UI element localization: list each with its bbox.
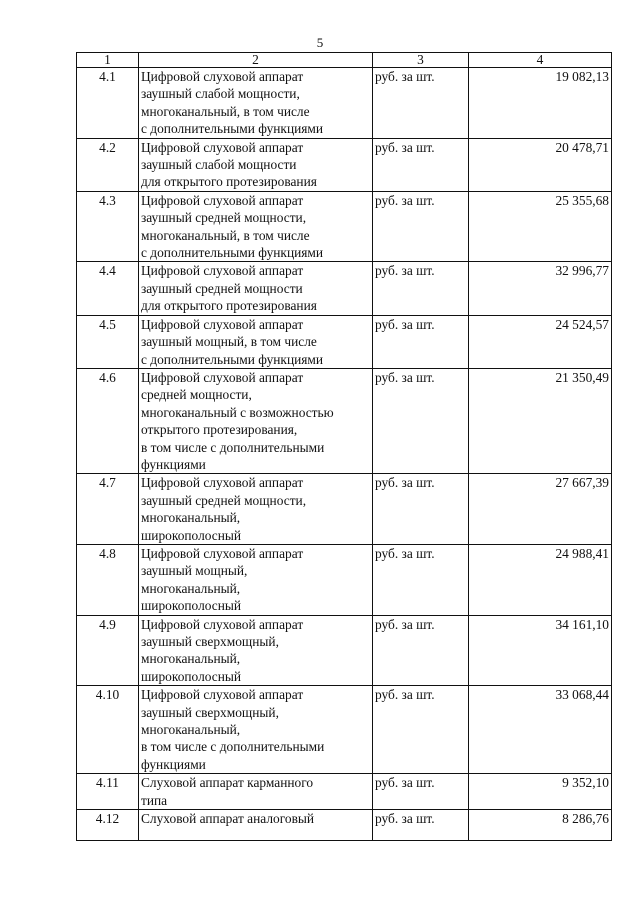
row-unit: руб. за шт. <box>373 315 469 368</box>
row-unit: руб. за шт. <box>373 191 469 262</box>
row-price: 34 161,10 <box>469 615 612 686</box>
row-name: Цифровой слуховой аппарат заушный сверхмощный, многоканальный, широкополосный <box>139 615 373 686</box>
row-price: 32 996,77 <box>469 262 612 315</box>
row-name: Слуховой аппарат аналоговый <box>139 810 373 841</box>
header-cell-3: 3 <box>373 53 469 68</box>
table-row <box>77 68 612 139</box>
table-row <box>77 615 612 686</box>
row-price: 24 988,41 <box>469 544 612 615</box>
row-number: 4.8 <box>77 544 139 615</box>
row-name: Цифровой слуховой аппарат средней мощности, многоканальный с возможностью открытого протезирования, в том числе с дополнительными функциями <box>139 368 373 473</box>
row-name: Цифровой слуховой аппарат заушный средней мощности, многоканальный, широкополосный <box>139 474 373 545</box>
row-number: 4.6 <box>77 368 139 473</box>
table-row <box>77 368 612 473</box>
table-row <box>77 315 612 368</box>
row-number: 4.7 <box>77 474 139 545</box>
row-number: 4.3 <box>77 191 139 262</box>
row-unit: руб. за шт. <box>373 810 469 841</box>
row-price: 8 286,76 <box>469 810 612 841</box>
row-name: Слуховой аппарат карманного типа <box>139 774 373 810</box>
row-name: Цифровой слуховой аппарат заушный средней мощности для открытого протезирования <box>139 262 373 315</box>
table-row <box>77 474 612 545</box>
row-number: 4.10 <box>77 686 139 774</box>
table-row <box>77 262 612 315</box>
row-name: Цифровой слуховой аппарат заушный мощный, многоканальный, широкополосный <box>139 544 373 615</box>
header-row <box>77 53 612 68</box>
row-price: 20 478,71 <box>469 138 612 191</box>
row-number: 4.1 <box>77 68 139 139</box>
table-row <box>77 686 612 774</box>
table-row <box>77 544 612 615</box>
row-number: 4.9 <box>77 615 139 686</box>
row-price: 21 350,49 <box>469 368 612 473</box>
row-unit: руб. за шт. <box>373 138 469 191</box>
row-unit: руб. за шт. <box>373 262 469 315</box>
row-unit: руб. за шт. <box>373 544 469 615</box>
row-number: 4.4 <box>77 262 139 315</box>
row-price: 9 352,10 <box>469 774 612 810</box>
row-price: 19 082,13 <box>469 68 612 139</box>
row-number: 4.5 <box>77 315 139 368</box>
row-unit: руб. за шт. <box>373 686 469 774</box>
row-unit: руб. за шт. <box>373 774 469 810</box>
row-price: 25 355,68 <box>469 191 612 262</box>
header-cell-1: 1 <box>77 53 139 68</box>
row-unit: руб. за шт. <box>373 68 469 139</box>
row-number: 4.11 <box>77 774 139 810</box>
row-number: 4.12 <box>77 810 139 841</box>
table-row <box>77 810 612 841</box>
price-table <box>76 52 612 841</box>
row-name: Цифровой слуховой аппарат заушный сверхмощный, многоканальный, в том числе с дополнительными функциями <box>139 686 373 774</box>
table-row <box>77 774 612 810</box>
row-name: Цифровой слуховой аппарат заушный слабой мощности, многоканальный, в том числе с дополнительными функциями <box>139 68 373 139</box>
table-row <box>77 191 612 262</box>
header-cell-4: 4 <box>469 53 612 68</box>
row-price: 27 667,39 <box>469 474 612 545</box>
row-price: 33 068,44 <box>469 686 612 774</box>
row-price: 24 524,57 <box>469 315 612 368</box>
page-number: 5 <box>316 35 324 50</box>
row-name: Цифровой слуховой аппарат заушный средней мощности, многоканальный, в том числе с дополнительными функциями <box>139 191 373 262</box>
row-number: 4.2 <box>77 138 139 191</box>
row-unit: руб. за шт. <box>373 474 469 545</box>
table-row <box>77 138 612 191</box>
row-unit: руб. за шт. <box>373 368 469 473</box>
row-name: Цифровой слуховой аппарат заушный мощный, в том числе с дополнительными функциями <box>139 315 373 368</box>
header-cell-2: 2 <box>139 53 373 68</box>
row-name: Цифровой слуховой аппарат заушный слабой мощности для открытого протезирования <box>139 138 373 191</box>
row-unit: руб. за шт. <box>373 615 469 686</box>
